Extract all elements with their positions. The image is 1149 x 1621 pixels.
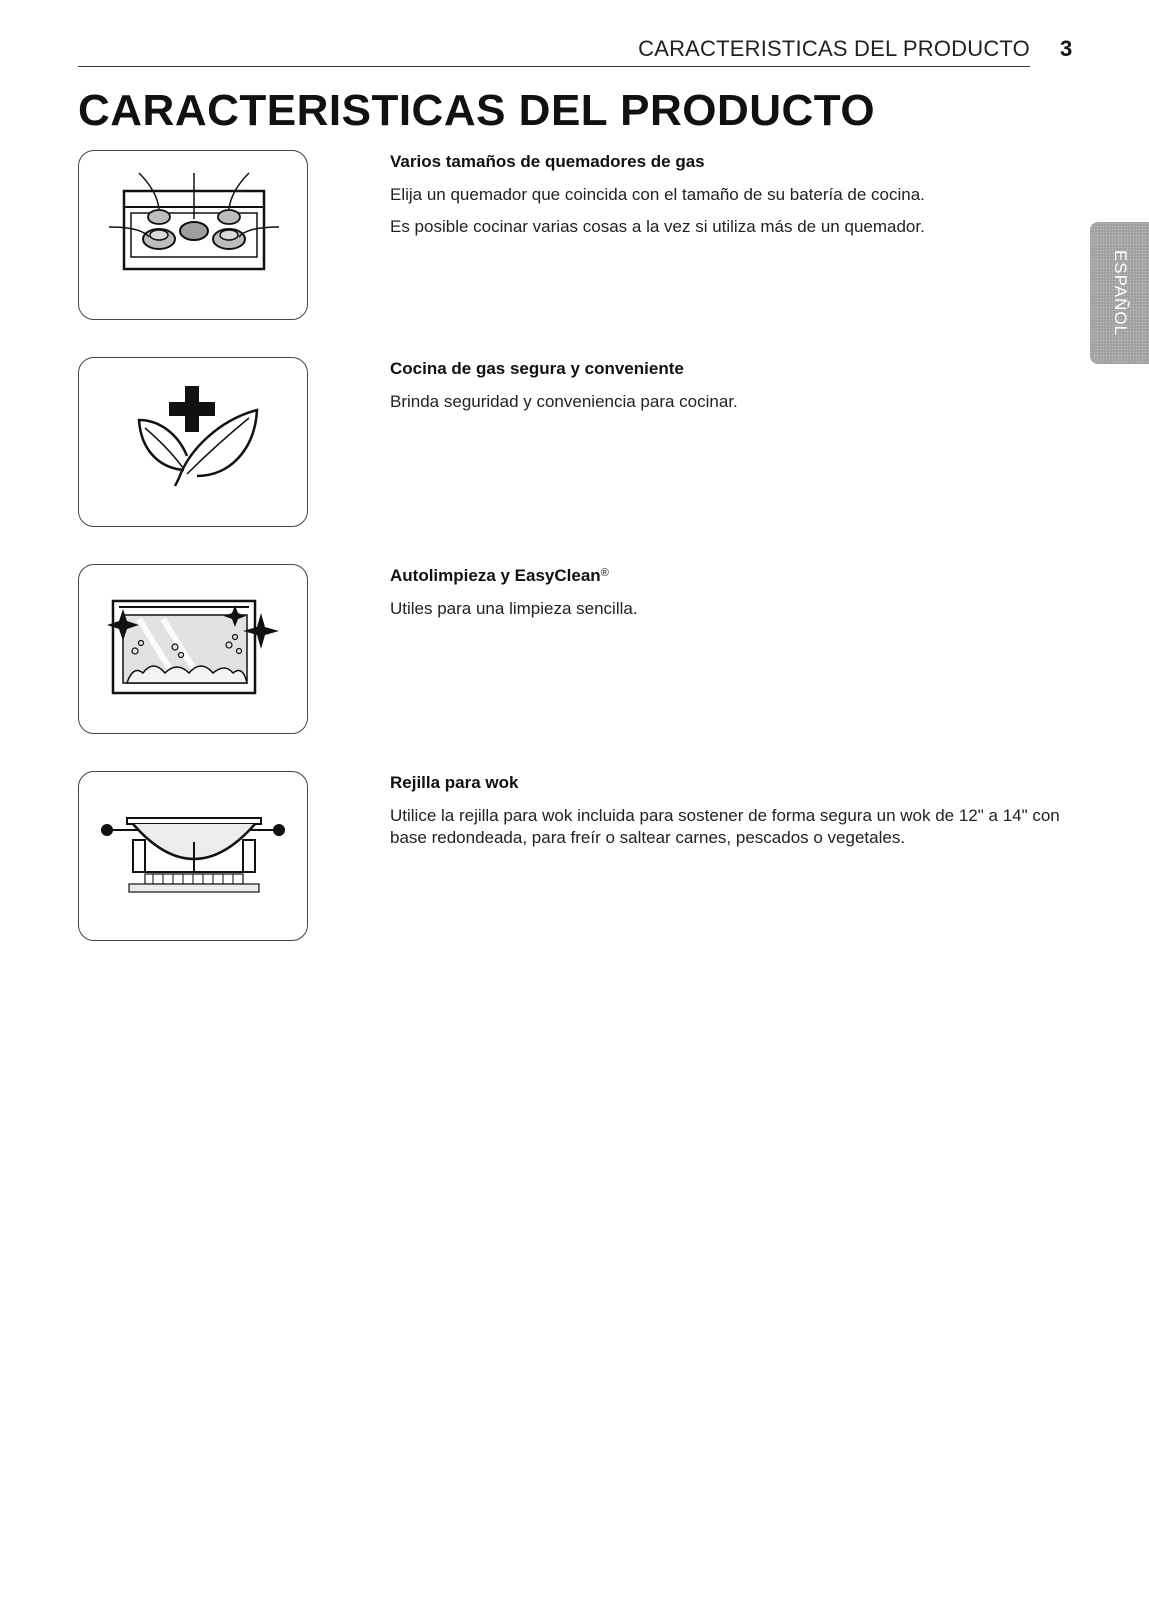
feature-heading: Cocina de gas segura y conveniente bbox=[390, 359, 684, 378]
burners-icon bbox=[78, 150, 308, 320]
language-tab-label: ESPAÑOL bbox=[1110, 249, 1130, 337]
feature-paragraph: Es posible cocinar varias cosas a la vez si utiliza más de un quemador. bbox=[390, 217, 925, 236]
feature-wok bbox=[78, 771, 1078, 941]
feature-heading: Rejilla para wok bbox=[390, 773, 519, 792]
feature-paragraph: Utilice la rejilla para wok incluida para sostener de forma segura un wok de 12" a 14" con base redondeada, para freír o saltear carnes, pescados o vegetales. bbox=[390, 806, 1060, 847]
feature-cleaning bbox=[78, 564, 1078, 734]
registered-mark: ® bbox=[600, 567, 609, 579]
feature-heading: Varios tamaños de quemadores de gas bbox=[390, 152, 705, 171]
feature-heading-text: Autolimpieza y EasyClean bbox=[390, 566, 601, 585]
feature-burners bbox=[78, 150, 1078, 320]
language-tab bbox=[1090, 222, 1149, 364]
feature-safety bbox=[78, 357, 1078, 527]
oven-clean-icon bbox=[78, 564, 308, 734]
feature-text bbox=[390, 566, 1070, 630]
feature-paragraph: Brinda seguridad y conveniencia para cocinar. bbox=[390, 392, 738, 411]
page-title: CARACTERISTICAS DEL PRODUCTO bbox=[78, 86, 876, 135]
page-number: 3 bbox=[1060, 36, 1073, 61]
feature-heading bbox=[390, 566, 1070, 586]
feature-paragraph: Elija un quemador que coincida con el tamaño de su batería de cocina. bbox=[390, 185, 925, 204]
feature-text bbox=[390, 152, 1070, 248]
running-header bbox=[78, 36, 1030, 66]
running-title: CARACTERISTICAS DEL PRODUCTO bbox=[638, 36, 1030, 61]
header-rule bbox=[78, 66, 1030, 67]
feature-text bbox=[390, 773, 1070, 859]
feature-paragraph: Utiles para una limpieza sencilla. bbox=[390, 599, 638, 618]
feature-text bbox=[390, 359, 1070, 423]
safety-leaf-icon bbox=[78, 357, 308, 527]
wok-grate-icon bbox=[78, 771, 308, 941]
